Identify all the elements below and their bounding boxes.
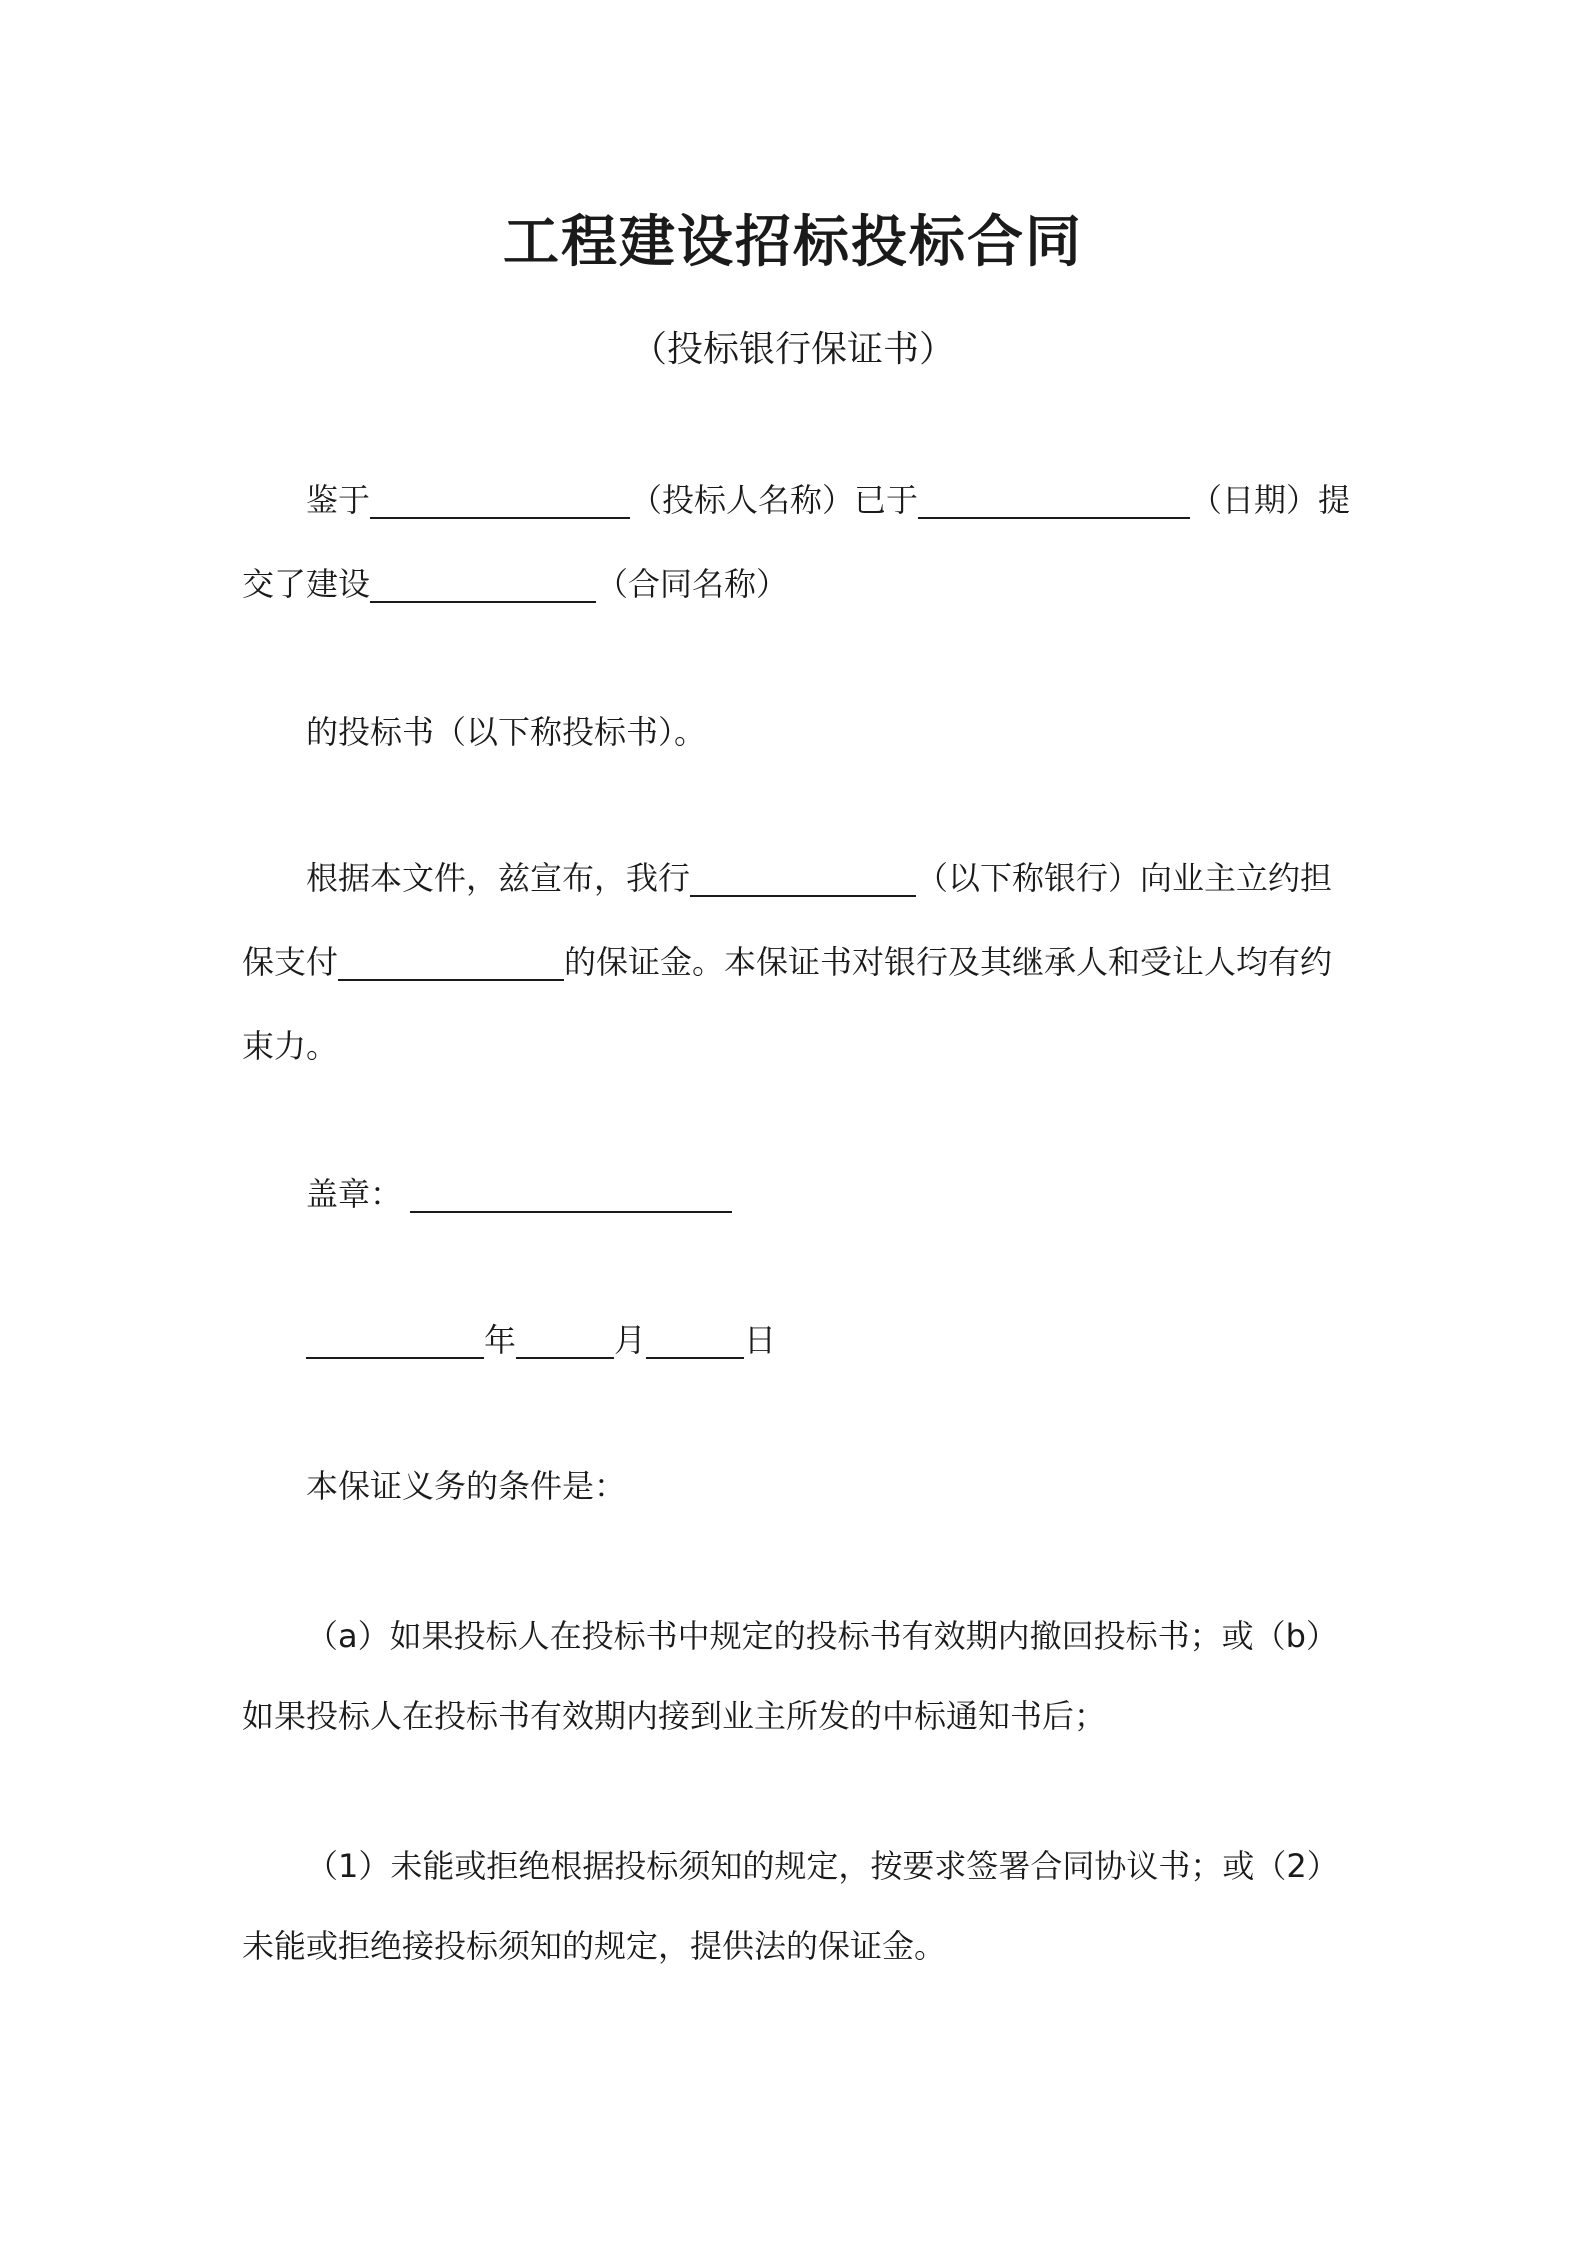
amount-blank (338, 943, 564, 981)
document-subtitle: （投标银行保证书） (630, 329, 955, 370)
paragraph-1-line-2 (242, 560, 788, 608)
paragraph-3-line-1 (306, 854, 1332, 902)
date-line (306, 1316, 776, 1364)
day-blank (646, 1321, 744, 1359)
condition-a-line-2: 如果投标人在投标书有效期内接到业主所发的中标通知书后； (242, 1697, 1107, 1735)
bank-name-blank (690, 859, 916, 897)
condition-1-line-2: 未能或拒绝接投标须知的规定，提供法的保证金。 (242, 1927, 947, 1965)
text-segment: （合同名称） (596, 565, 789, 603)
bidder-name-blank (370, 481, 630, 519)
seal-line (306, 1170, 732, 1218)
text-segment: （以下称银行）向业主立约担 (916, 859, 1333, 897)
seal-label: 盖章： (306, 1175, 403, 1213)
text-segment: 保支付 (242, 943, 339, 981)
contract-name-blank (370, 565, 596, 603)
paragraph-1-line-1 (306, 476, 1350, 524)
paragraph-2: 的投标书（以下称投标书）。 (306, 713, 707, 751)
condition-a-line-1: （a）如果投标人在投标书中规定的投标书有效期内撤回投标书；或（b） (306, 1617, 1338, 1655)
paragraph-3-line-3: 束力。 (242, 1027, 339, 1065)
text-segment: 交了建设 (242, 565, 371, 603)
year-label: 年 (484, 1321, 517, 1359)
conditions-heading: 本保证义务的条件是： (306, 1467, 627, 1505)
text-segment: 根据本文件，兹宣布，我行 (306, 859, 691, 897)
month-label: 月 (614, 1321, 647, 1359)
paragraph-3-line-2 (242, 938, 1332, 986)
text-segment: 鉴于 (306, 481, 371, 519)
month-blank (516, 1321, 614, 1359)
text-segment: 的保证金。本保证书对银行及其继承人和受让人均有约 (564, 943, 1333, 981)
condition-1-line-1: （1）未能或拒绝根据投标须知的规定，按要求签署合同协议书；或（2） (306, 1847, 1339, 1885)
day-label: 日 (744, 1321, 777, 1359)
date-blank (918, 481, 1190, 519)
seal-blank (410, 1175, 732, 1213)
text-segment: （日期）提 (1190, 481, 1351, 519)
document-title: 工程建设招标投标合同 (503, 210, 1083, 275)
text-segment: （投标人名称）已于 (630, 481, 919, 519)
year-blank (306, 1321, 484, 1359)
